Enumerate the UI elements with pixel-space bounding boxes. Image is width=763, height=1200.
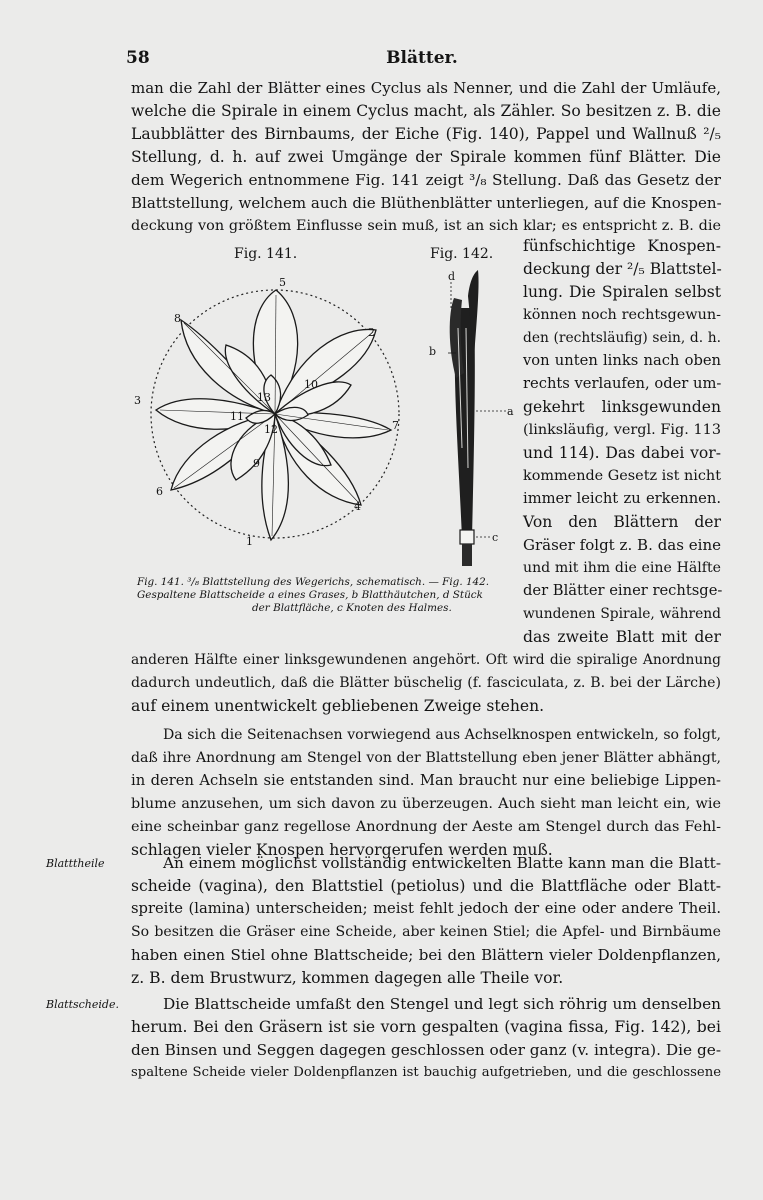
side-column-line: von unten links nach oben (523, 352, 721, 369)
text-line: blume anzusehen, um sich davon zu überzeugen. Auch sieht man leicht ein, wie (131, 796, 721, 812)
text-line: auf einem unentwickelt gebliebenen Zweige stehen. (131, 697, 545, 715)
fig141-point-2: 2 (368, 326, 375, 339)
text-line: spaltene Scheide vieler Doldenpflanzen ist bauchig aufgetrieben, und die geschlossene (131, 1065, 721, 1080)
figure-caption-line: Fig. 141. ³/₈ Blattstellung des Wegerichs, schematisch. — Fig. 142. (137, 576, 490, 588)
running-head: Blätter. (386, 48, 458, 68)
figure-caption-line: Gespaltene Blattscheide a eines Grases, b Blatthäutchen, d Stück (137, 589, 483, 601)
margin-note-blattscheide: Blattscheide. (46, 998, 119, 1011)
fig141-point-9: 9 (253, 457, 260, 470)
fig141-point-1: 1 (246, 535, 253, 548)
text-line: Laubblätter des Birnbaums, der Eiche (Fig. 140), Pappel und Wallnuß ²/₅ (131, 125, 721, 143)
fig141-point-5: 5 (279, 276, 286, 289)
side-column-line: kommende Gesetz ist nicht (523, 468, 721, 484)
text-line: dem Wegerich entnommene Fig. 141 zeigt ³/₈ Stellung. Daß das Gesetz der (131, 171, 721, 189)
text-line: Da sich die Seitenachsen vorwiegend aus Achselknospen entwickeln, so folgt, (163, 727, 721, 743)
side-column-line: den (rechtsläufig) sein, d. h. (523, 330, 721, 346)
side-column-line: Von den Blättern der (523, 513, 721, 531)
side-column-line: immer leicht zu erkennen. (523, 490, 721, 507)
fig141-point-4: 4 (354, 500, 361, 513)
side-column-line: (linksläufig, vergl. Fig. 113 (523, 422, 721, 438)
text-line: An einem möglichst vollständig entwickelten Blatte kann man die Blatt- (163, 854, 721, 872)
fig141-point-3: 3 (134, 394, 141, 407)
text-line: z. B. dem Brustwurz, kommen dagegen alle Theile vor. (131, 969, 564, 987)
side-column-line: der Blätter einer rechtsge- (523, 582, 723, 599)
text-line: in deren Achseln sie entstanden sind. Man braucht nur eine beliebige Lippen- (131, 772, 721, 789)
fig141-plantain-leaf-diagram (126, 270, 416, 555)
fig141-point-13: 13 (257, 391, 271, 404)
text-line: anderen Hälfte einer linksgewundenen angehört. Oft wird die spiralige Anordnung (131, 652, 721, 668)
side-column-line: das zweite Blatt mit der (523, 628, 721, 646)
side-column-line: rechts verlaufen, oder um- (523, 375, 722, 392)
text-line: haben einen Stiel ohne Blattscheide; bei den Blättern vieler Doldenpflanzen, (131, 946, 721, 964)
text-line: schlagen vieler Knospen hervorgerufen werden muß. (131, 841, 553, 859)
text-line: welche die Spirale in einem Cyclus macht, als Zähler. So besitzen z. B. die (131, 102, 721, 120)
text-line: So besitzen die Gräser eine Scheide, aber keinen Stiel; die Apfel- und Birnbäume (131, 924, 721, 940)
fig141-point-8: 8 (174, 312, 181, 325)
text-line: spreite (lamina) unterscheiden; meist fehlt jedoch der eine oder andere Theil. (131, 900, 721, 917)
text-line: scheide (vagina), den Blattstiel (petiolus) und die Blattfläche oder Blatt- (131, 877, 721, 895)
side-column-line: lung. Die Spiralen selbst (523, 283, 721, 301)
page-header (126, 48, 718, 74)
side-column-line: deckung der ²/₅ Blattstel- (523, 260, 722, 278)
fig142-label-a: a (507, 405, 514, 418)
fig142-grass-sheath-diagram (418, 268, 518, 568)
side-column-line: können noch rechtsgewun- (523, 307, 721, 323)
side-column-line: Gräser folgt z. B. das eine (523, 536, 721, 554)
side-column-line: fünfschichtige Knospen- (523, 237, 721, 255)
text-line: Die Blattscheide umfaßt den Stengel und legt sich röhrig um denselben (163, 995, 721, 1013)
fig141-point-12: 12 (264, 423, 278, 436)
fig142-label-c: c (492, 531, 499, 544)
fig141-point-11: 11 (230, 410, 244, 423)
page-number: 58 (126, 48, 150, 68)
side-column-line: und 114). Das dabei vor- (523, 444, 721, 462)
figure-caption-line: der Blattfläche, c Knoten des Halmes. (252, 602, 452, 614)
side-column-line: und mit ihm die eine Hälfte (523, 560, 721, 576)
side-column-line: gekehrt linksgewunden (523, 398, 721, 416)
side-column-line: wundenen Spirale, während (523, 606, 721, 622)
text-line: man die Zahl der Blätter eines Cyclus als Nenner, und die Zahl der Umläufe, (131, 79, 721, 97)
text-line: herum. Bei den Gräsern ist sie vorn gespalten (vagina fissa, Fig. 142), bei (131, 1018, 721, 1036)
text-line: dadurch undeutlich, daß die Blätter büschelig (f. fasciculata, z. B. bei der Lärche) (131, 675, 721, 691)
text-line: Blattstellung, welchem auch die Blüthenblätter unterliegen, auf die Knospen- (131, 194, 722, 212)
fig141-point-6: 6 (156, 485, 163, 498)
text-line: Stellung, d. h. auf zwei Umgänge der Spirale kommen fünf Blätter. Die (131, 148, 721, 166)
fig142-label-d: d (448, 270, 456, 283)
fig141-point-7: 7 (392, 419, 399, 432)
fig141-point-10: 10 (304, 378, 318, 391)
fig141-label: Fig. 141. (234, 246, 298, 262)
text-line: daß ihre Anordnung am Stengel von der Blattstellung eben jener Blätter abhängt, (131, 750, 721, 766)
margin-note-blatttheile: Blatttheile (46, 857, 105, 870)
fig142-label: Fig. 142. (430, 246, 494, 262)
fig142-label-b: b (429, 345, 437, 358)
text-line: eine scheinbar ganz regellose Anordnung der Aeste am Stengel durch das Fehl- (131, 819, 721, 835)
text-line: deckung von größtem Einflusse sein muß, ist an sich klar; es entspricht z. B. die (131, 218, 721, 234)
text-line: den Binsen und Seggen dagegen geschlossen oder ganz (v. integra). Die ge- (131, 1041, 721, 1059)
